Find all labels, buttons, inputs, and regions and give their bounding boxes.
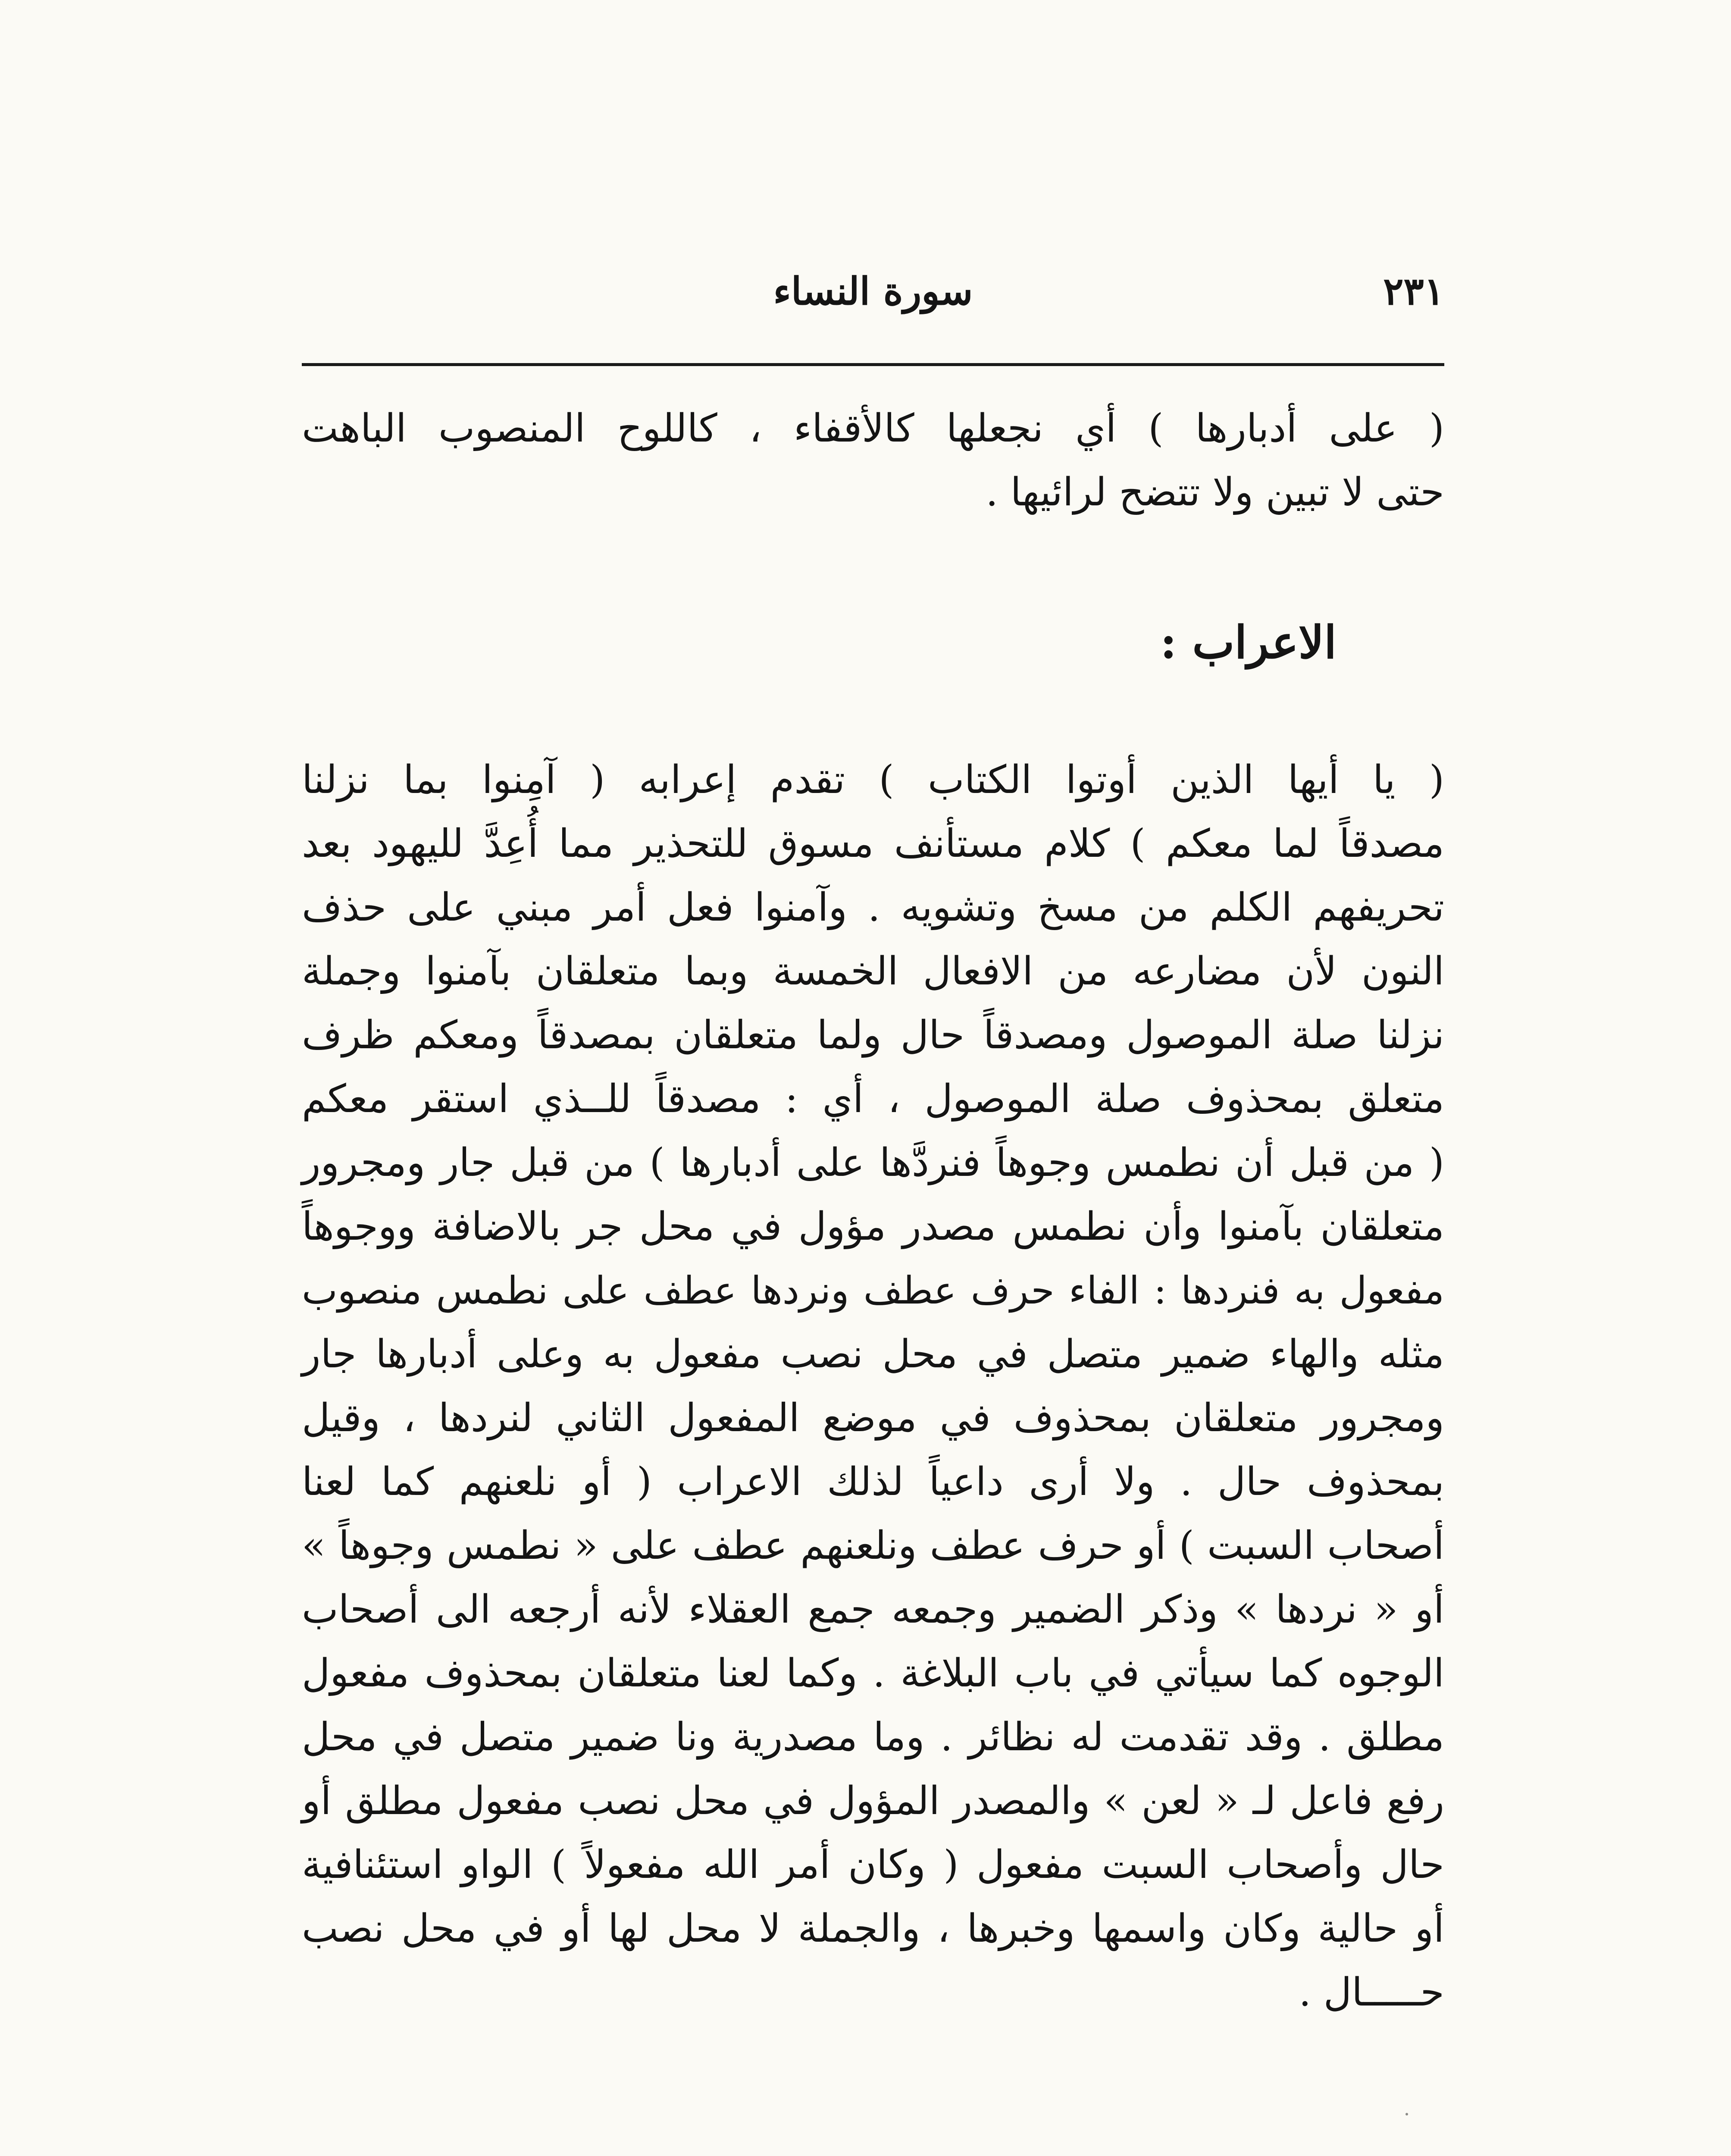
text-line: الوجوه كما سيأتي في باب البلاغة . وكما لعنا متعلقان بمحذوف مفعول: [302, 1651, 1444, 1696]
page-number: ٢٣١: [1383, 269, 1444, 313]
text-line: ( على أدبارها ) أي نجعلها كالأقفاء ، كاللوح المنصوب الباهت: [302, 406, 1444, 451]
page-header: [302, 259, 1444, 323]
text-line: رفع فاعل لـ « لعن » والمصدر المؤول في محل نصب مفعول مطلق أو: [302, 1778, 1444, 1824]
text-line: مطلق . وقد تقدمت له نظائر . وما مصدرية ونا ضمير متصل في محل: [302, 1714, 1444, 1760]
text-line: حال وأصحاب السبت مفعول ( وكان أمر الله مفعولاً ) الواو استئنافية: [302, 1842, 1444, 1887]
text-line: تحريفهم الكلم من مسخ وتشويه . وآمنوا فعل أمر مبني على حذف: [302, 885, 1444, 930]
text-line: أصحاب السبت ) أو حرف عطف ونلعنهم عطف على « نطمس وجوهاً »: [302, 1523, 1445, 1568]
text-line: متعلق بمحذوف صلة الموصول ، أي : مصدقاً للــذي استقر معكم: [302, 1076, 1444, 1122]
text-line: بمحذوف حال . ولا أرى داعياً لذلك الاعراب ( أو نلعنهم كما لعنا: [302, 1459, 1444, 1504]
explanation-paragraph: [302, 397, 1444, 524]
text-line: ( من قبل أن نطمس وجوهاً فنردَّها على أدبارها ) من قبل جار ومجرور: [302, 1140, 1444, 1185]
text-line: مثله والهاء ضمير متصل في محل نصب مفعول به وعلى أدبارها جار: [302, 1332, 1444, 1377]
text-line: النون لأن مضارعه من الافعال الخمسة وبما متعلقان بآمنوا وجملة: [302, 949, 1444, 994]
surah-title: سورة النساء: [773, 269, 973, 313]
text-line: نزلنا صلة الموصول ومصدقاً حال ولما متعلقان بمصدقاً ومعكم ظرف: [302, 1012, 1444, 1058]
text-line: أو حالية وكان واسمها وخبرها ، والجملة لا محل لها أو في محل نصب: [302, 1906, 1444, 1951]
header-divider: [302, 363, 1444, 366]
section-heading: الاعراب :: [1160, 616, 1337, 669]
text-line: ومجرور متعلقان بمحذوف في موضع المفعول الثاني لنردها ، وقيل: [302, 1395, 1444, 1441]
text-line: حتى لا تبين ولا تتضح لرائيها .: [986, 470, 1444, 515]
text-line: مصدقاً لما معكم ) كلام مستأنف مسوق للتحذير مما أُعِدَّ لليهود بعد: [302, 821, 1444, 866]
text-line: متعلقان بآمنوا وأن نطمس مصدر مؤول في محل جر بالاضافة ووجوهاً: [302, 1204, 1444, 1249]
text-line: حـــــال .: [1299, 1970, 1444, 2015]
text-line: ( يا أيها الذين أوتوا الكتاب ) تقدم إعرابه ( آمِنوا بما نزلنا: [302, 757, 1444, 802]
irab-paragraph: [302, 748, 1444, 2024]
paper-speck: [1405, 2113, 1408, 2115]
text-line: أو « نردها » وذكر الضمير وجمعه جمع العقلاء لأنه أرجعه الى أصحاب: [302, 1587, 1444, 1632]
text-line: مفعول به فنردها : الفاء حرف عطف ونردها عطف على نطمس منصوب: [302, 1268, 1444, 1313]
